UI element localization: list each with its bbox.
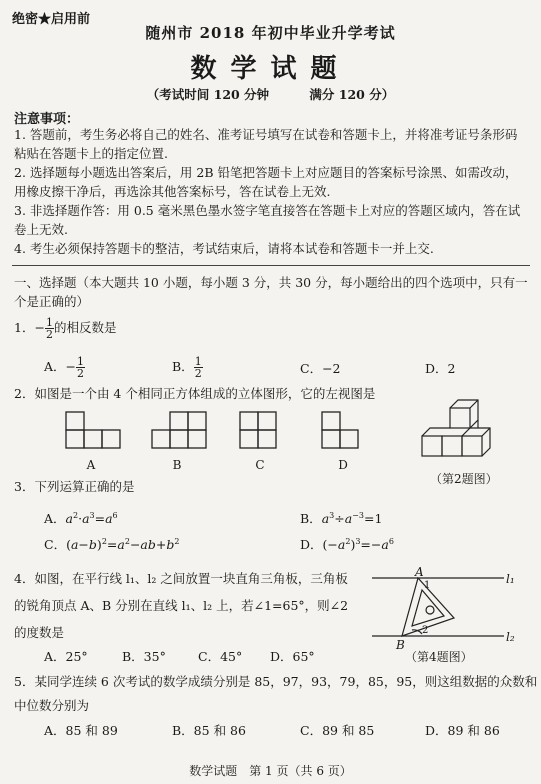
q4-caption: （第4题图） (405, 650, 473, 664)
notice-line: 卷上无效. (14, 222, 68, 237)
q4-figure (372, 566, 522, 648)
point-a-label: A (415, 565, 424, 579)
exam-name: 随州市 2018 年初中毕业升学考试 (145, 24, 396, 42)
q1-option-c: C．−2 (300, 361, 341, 376)
notice-line: 4. 考生必须保持答题卡的整洁，考试结束后，请将本试卷和答题卡一并上交. (14, 241, 434, 256)
notice-line: 2. 选择题每小题选出答案后，用 2B 铅笔把答题卡上对应题目的答案标号涂黑、如需改动， (14, 165, 518, 180)
q3-option-b: B．$a^3\div a^{-3}=1$ (300, 511, 383, 527)
question-2: 2．如图是一个由 4 个相同正方体组成的立体图形，它的左视图是 (14, 386, 376, 401)
q3-option-d: D．$(-a^2)^3=-a^6$ (300, 537, 394, 553)
question-5-line1: 5．某同学连续 6 次考试的数学成绩分别是 85，97，93，79，85，95，则这组数据的众数和 (14, 674, 538, 689)
divider (12, 265, 530, 266)
notice-line: 3. 非选择题作答：用 0.5 毫米黑色墨水签字笔直接答在答题卡上对应的答题区域内，答在试 (14, 203, 521, 218)
q1-option-a: A．− $\frac{1}{2}$ (44, 355, 85, 380)
section-heading-cont: 个是正确的） (14, 294, 90, 309)
confidential-label: 绝密★启用前 (12, 12, 91, 27)
page-footer: 数学试题 第 1 页（共 6 页） (189, 764, 352, 778)
q2-option-figures (60, 408, 380, 464)
q2-label-a: A (86, 458, 96, 472)
question-4-line1: 4．如图，在平行线 l₁、l₂ 之间放置一块直角三角板，三角板 (14, 571, 348, 586)
q4-option-c: C．45° (198, 649, 243, 664)
q2-label-b: B (172, 458, 182, 472)
notice-line: 用橡皮擦干净后，再选涂其他答案标号，答在试卷上无效. (14, 184, 331, 199)
question-1: 1．− $\frac{1}{2}$ 的相反数是 (14, 316, 117, 341)
exam-meta (0, 85, 541, 103)
angle-1-label: 1 (424, 580, 431, 591)
fraction: $\frac{1}{2}$ (45, 316, 53, 341)
q2-label-c: C (255, 458, 265, 472)
q1-option-b: B． $\frac{1}{2}$ (172, 355, 202, 380)
angle-2-label: 2 (422, 625, 429, 636)
q5-option-a: A．85 和 89 (44, 723, 118, 738)
exam-time: （考试时间 120 分钟 (146, 87, 270, 102)
q2-solid-figure (416, 398, 498, 468)
q3-option-c: C．$(a-b)^2=a^2-ab+b^2$ (44, 537, 180, 553)
page-title: 数学试题 (190, 54, 351, 84)
q2-label-d: D (338, 458, 348, 472)
q4-option-b: B．35° (122, 649, 166, 664)
q4-option-a: A．25° (44, 649, 88, 664)
section-heading: 一、选择题（本大题共 10 小题，每小题 3 分，共 30 分，每小题给出的四个选项中，只有一 (14, 275, 528, 290)
q3-option-a: A．$a^2\cdot a^3=a^6$ (44, 511, 118, 527)
question-5-line2: 中位数分别为 (14, 698, 90, 713)
notice-line: 粘贴在答题卡上的指定位置. (14, 146, 168, 161)
q4-option-d: D．65° (270, 649, 315, 664)
notice-line: 1. 答题前，考生务必将自己的姓名、准考证号填写在试卷和答题卡上，并将准考证号条形码 (14, 127, 518, 142)
question-4-line2: 的锐角顶点 A、B 分别在直线 l₁、l₂ 上，若∠1=65°，则∠2 (14, 598, 349, 613)
question-4-line3: 的度数是 (14, 625, 65, 640)
notice-heading: 注意事项： (14, 112, 80, 127)
question-3: 3．下列运算正确的是 (14, 479, 135, 494)
q5-option-c: C．89 和 85 (300, 723, 375, 738)
line-l2-label: l₂ (506, 630, 515, 644)
point-b-label: B (396, 638, 405, 652)
exam-score: 满分 120 分） (309, 87, 395, 102)
q5-option-b: B．85 和 86 (172, 723, 246, 738)
q5-option-d: D．89 和 86 (425, 723, 500, 738)
q2-caption: （第2题图） (430, 472, 498, 486)
line-l1-label: l₁ (506, 572, 515, 586)
q1-option-d: D．2 (425, 361, 456, 376)
